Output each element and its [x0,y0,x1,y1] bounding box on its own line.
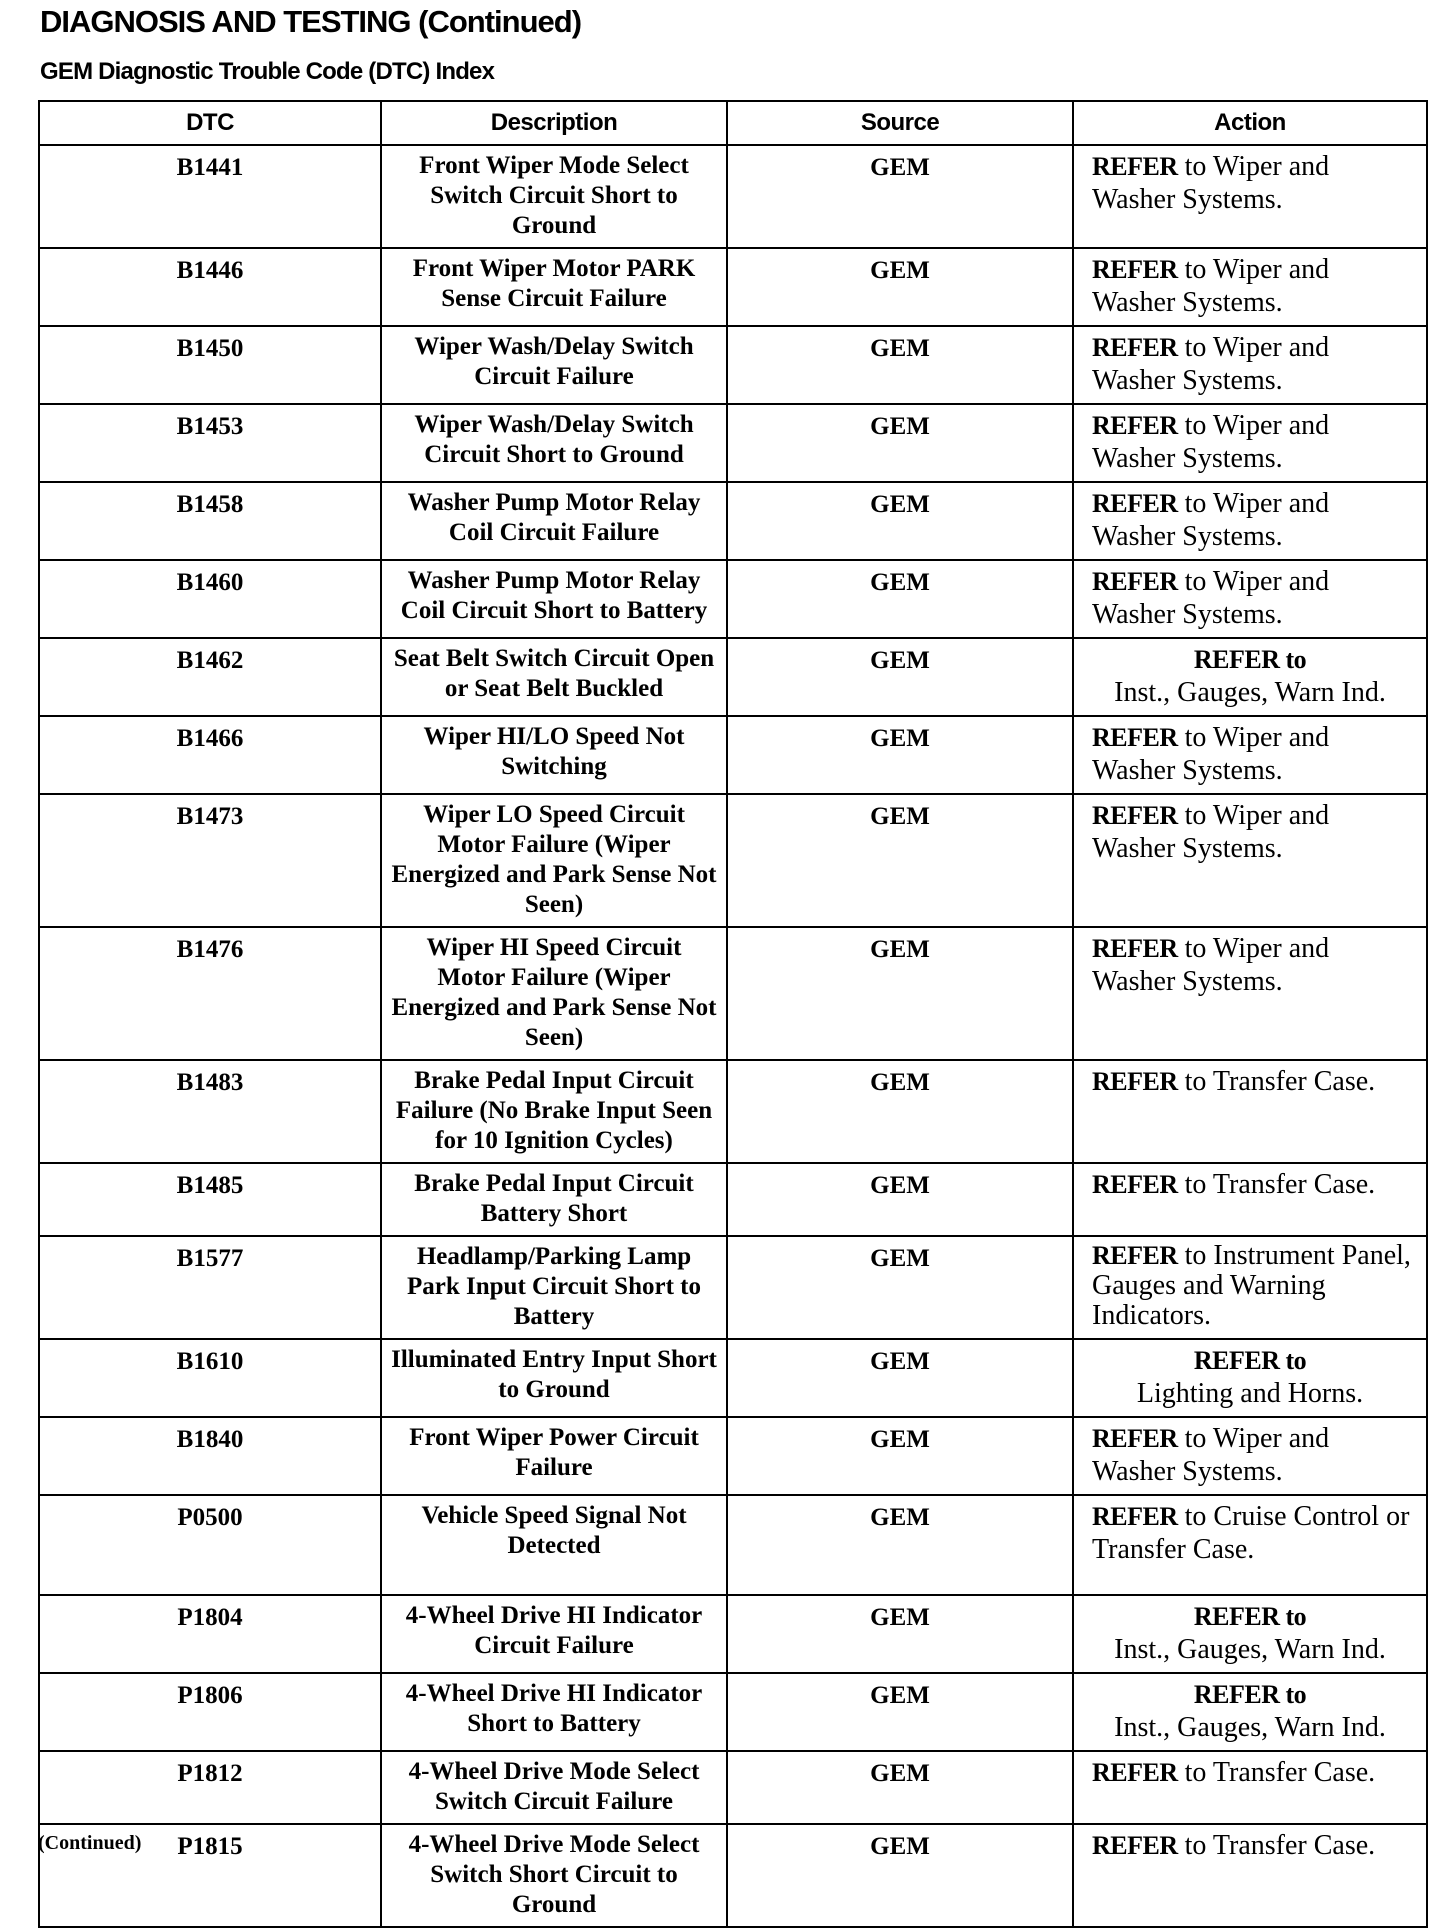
column-header-dtc: DTC [39,101,381,145]
dtc-action [1073,248,1427,326]
dtc-source: GEM [727,248,1073,326]
table-row [39,326,1427,404]
continued-note: (Continued) [38,1832,142,1854]
dtc-code: B1577 [39,1236,381,1339]
dtc-description: Brake Pedal Input Circuit Failure (No Brake Input Seen for 10 Ignition Cycles) [381,1060,727,1163]
dtc-code: B1483 [39,1060,381,1163]
action-text: to Wiper and Washer Systems. [1092,566,1330,630]
dtc-action [1073,1751,1427,1824]
dtc-action [1073,145,1427,248]
action-text: Inst., Gauges, Warn Ind. [1114,677,1386,708]
action-text: to Transfer Case. [1184,1066,1376,1097]
action-text: to Cruise Control or Transfer Case. [1092,1501,1410,1565]
dtc-action [1073,1673,1427,1751]
dtc-source: GEM [727,1673,1073,1751]
dtc-source: GEM [727,145,1073,248]
action-keyword: REFER [1092,1831,1178,1860]
table-row [39,1824,1427,1927]
dtc-action [1073,482,1427,560]
dtc-source: GEM [727,1824,1073,1927]
dtc-description: Wiper Wash/Delay Switch Circuit Short to Ground [381,404,727,482]
action-keyword: REFER [1092,1502,1178,1531]
dtc-description: Vehicle Speed Signal Not Detected [381,1495,727,1595]
dtc-code: B1485 [39,1163,381,1236]
table-row [39,1339,1427,1417]
dtc-source: GEM [727,1163,1073,1236]
action-keyword: REFER [1092,411,1178,440]
dtc-description: Illuminated Entry Input Short to Ground [381,1339,727,1417]
action-keyword: REFER [1092,1424,1178,1453]
action-text: to Transfer Case. [1184,1757,1376,1788]
dtc-code: B1441 [39,145,381,248]
dtc-action [1073,1824,1427,1927]
table-row [39,145,1427,248]
table-row [39,1236,1427,1339]
dtc-source: GEM [727,794,1073,927]
dtc-code: P1812 [39,1751,381,1824]
dtc-code: P1804 [39,1595,381,1673]
dtc-description: Wiper HI/LO Speed Not Switching [381,716,727,794]
table-row [39,1163,1427,1236]
dtc-code: B1466 [39,716,381,794]
action-text: to Wiper and Washer Systems. [1092,800,1330,864]
action-text: to Wiper and Washer Systems. [1092,410,1330,474]
action-keyword: REFER [1092,934,1178,963]
table-row [39,248,1427,326]
dtc-action [1073,1060,1427,1163]
action-keyword: REFER to [1193,1680,1307,1709]
dtc-source: GEM [727,1060,1073,1163]
table-row [39,1417,1427,1495]
action-keyword: REFER to [1193,1602,1307,1631]
dtc-action [1073,927,1427,1060]
dtc-action [1073,638,1427,716]
dtc-action [1073,404,1427,482]
action-keyword: REFER [1092,723,1178,752]
dtc-code: B1453 [39,404,381,482]
dtc-action [1073,1417,1427,1495]
dtc-code: P1806 [39,1673,381,1751]
table-row [39,1751,1427,1824]
column-header-description: Description [381,101,727,145]
dtc-source: GEM [727,482,1073,560]
table-row [39,716,1427,794]
table-row [39,560,1427,638]
dtc-description: Brake Pedal Input Circuit Battery Short [381,1163,727,1236]
table-row [39,1495,1427,1595]
action-text: to Wiper and Washer Systems. [1092,722,1330,786]
action-text: Inst., Gauges, Warn Ind. [1114,1634,1386,1665]
action-keyword: REFER to [1193,1346,1307,1375]
dtc-code: P0500 [39,1495,381,1595]
dtc-code: B1610 [39,1339,381,1417]
dtc-source: GEM [727,1495,1073,1595]
action-keyword: REFER [1092,333,1178,362]
table-row [39,638,1427,716]
dtc-code: B1473 [39,794,381,927]
table-row [39,794,1427,927]
dtc-description: Washer Pump Motor Relay Coil Circuit Failure [381,482,727,560]
dtc-action [1073,1163,1427,1236]
column-header-action: Action [1073,101,1427,145]
dtc-source: GEM [727,638,1073,716]
dtc-action [1073,560,1427,638]
action-keyword: REFER [1092,489,1178,518]
table-row [39,482,1427,560]
dtc-index-table [38,100,1428,1928]
action-text: Inst., Gauges, Warn Ind. [1114,1712,1386,1743]
column-header-source: Source [727,101,1073,145]
dtc-action [1073,1339,1427,1417]
dtc-action [1073,1495,1427,1595]
action-text: to Instrument Panel, Gauges and Warning Indicators. [1092,1240,1411,1331]
dtc-description: 4-Wheel Drive HI Indicator Short to Battery [381,1673,727,1751]
action-keyword: REFER [1092,255,1178,284]
dtc-source: GEM [727,404,1073,482]
action-keyword: REFER [1092,1170,1178,1199]
dtc-source: GEM [727,1417,1073,1495]
action-text: to Transfer Case. [1184,1830,1376,1861]
dtc-source: GEM [727,560,1073,638]
page-title: DIAGNOSIS AND TESTING (Continued) [40,4,582,39]
dtc-description: 4-Wheel Drive Mode Select Switch Short Circuit to Ground [381,1824,727,1927]
dtc-code: B1458 [39,482,381,560]
dtc-code: P1815 [39,1824,381,1927]
dtc-code: B1460 [39,560,381,638]
action-keyword: REFER [1092,1067,1178,1096]
dtc-source: GEM [727,326,1073,404]
dtc-code: B1840 [39,1417,381,1495]
table-row [39,1595,1427,1673]
action-keyword: REFER [1092,1241,1178,1270]
action-text: to Wiper and Washer Systems. [1092,1423,1330,1487]
dtc-description: Front Wiper Power Circuit Failure [381,1417,727,1495]
dtc-description: Wiper Wash/Delay Switch Circuit Failure [381,326,727,404]
action-text: to Wiper and Washer Systems. [1092,933,1330,997]
dtc-action [1073,716,1427,794]
dtc-source: GEM [727,927,1073,1060]
action-text: to Wiper and Washer Systems. [1092,488,1330,552]
dtc-code: B1462 [39,638,381,716]
dtc-action [1073,1236,1427,1339]
action-text: to Wiper and Washer Systems. [1092,151,1330,215]
dtc-description: Front Wiper Motor PARK Sense Circuit Failure [381,248,727,326]
table-row [39,1673,1427,1751]
dtc-description: Front Wiper Mode Select Switch Circuit Short to Ground [381,145,727,248]
dtc-action [1073,794,1427,927]
dtc-action [1073,1595,1427,1673]
dtc-code: B1446 [39,248,381,326]
action-keyword: REFER [1092,567,1178,596]
table-row [39,927,1427,1060]
dtc-source: GEM [727,716,1073,794]
action-text: Lighting and Horns. [1136,1378,1364,1409]
dtc-code: B1450 [39,326,381,404]
action-keyword: REFER [1092,152,1178,181]
dtc-description: Seat Belt Switch Circuit Open or Seat Belt Buckled [381,638,727,716]
dtc-description: Wiper LO Speed Circuit Motor Failure (Wiper Energized and Park Sense Not Seen) [381,794,727,927]
dtc-description: Wiper HI Speed Circuit Motor Failure (Wiper Energized and Park Sense Not Seen) [381,927,727,1060]
dtc-description: Headlamp/Parking Lamp Park Input Circuit Short to Battery [381,1236,727,1339]
dtc-action [1073,326,1427,404]
dtc-source: GEM [727,1595,1073,1673]
table-header-row [39,101,1427,145]
dtc-source: GEM [727,1751,1073,1824]
table-row [39,1060,1427,1163]
dtc-code: B1476 [39,927,381,1060]
action-text: to Wiper and Washer Systems. [1092,254,1330,318]
action-keyword: REFER to [1193,645,1307,674]
action-text: to Wiper and Washer Systems. [1092,332,1330,396]
table-row [39,404,1427,482]
action-keyword: REFER [1092,1758,1178,1787]
dtc-description: 4-Wheel Drive HI Indicator Circuit Failure [381,1595,727,1673]
table-title: GEM Diagnostic Trouble Code (DTC) Index [40,58,495,85]
action-keyword: REFER [1092,801,1178,830]
action-text: to Transfer Case. [1184,1169,1376,1200]
dtc-description: 4-Wheel Drive Mode Select Switch Circuit Failure [381,1751,727,1824]
dtc-source: GEM [727,1339,1073,1417]
dtc-source: GEM [727,1236,1073,1339]
dtc-description: Washer Pump Motor Relay Coil Circuit Short to Battery [381,560,727,638]
